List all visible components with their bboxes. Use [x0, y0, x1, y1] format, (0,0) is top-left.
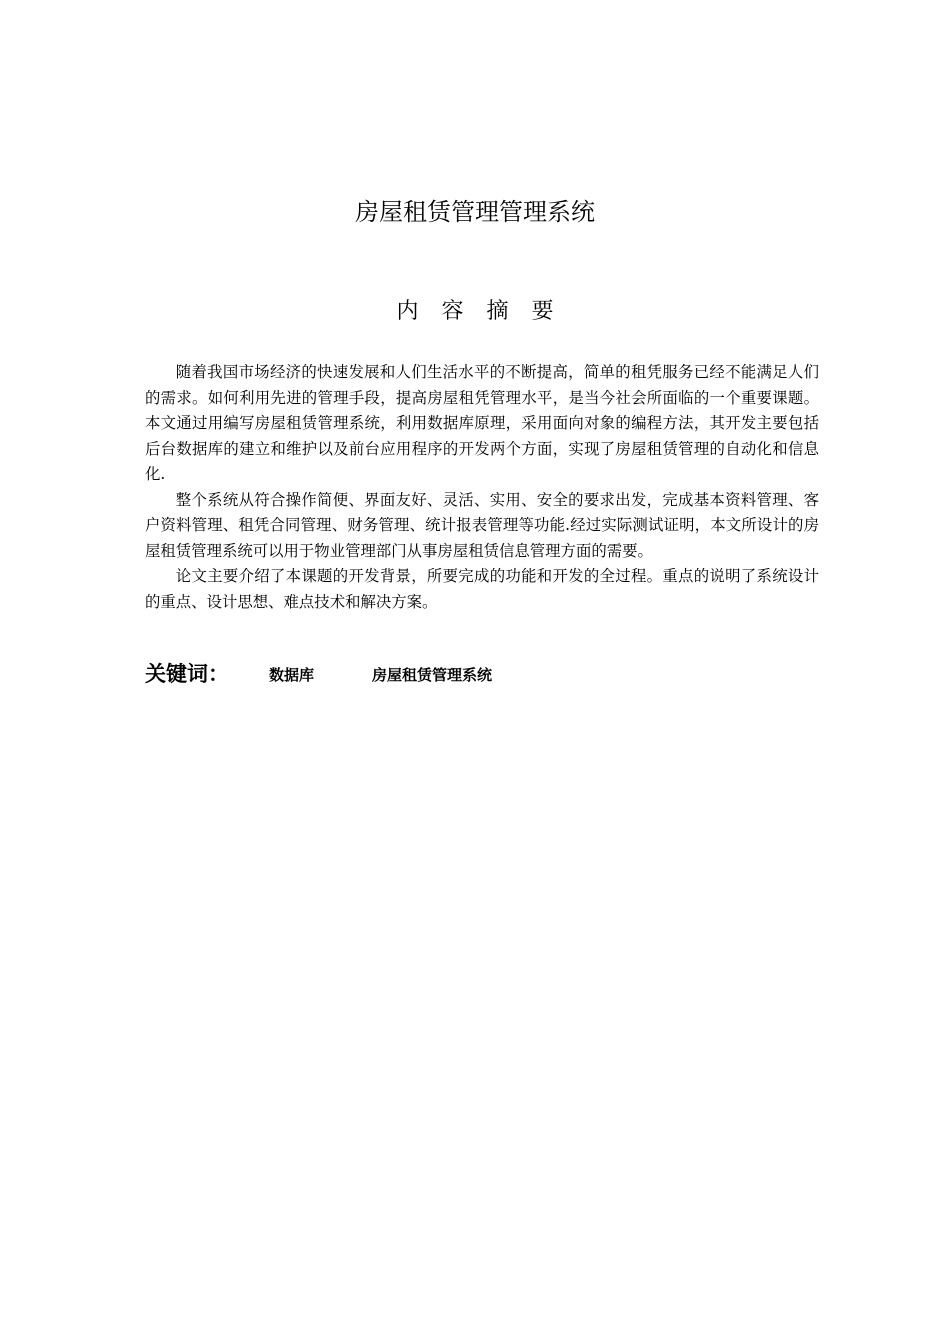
abstract-body: [145, 360, 819, 615]
abstract-paragraph-1: 随着我国市场经济的快速发展和人们生活水平的不断提高，简单的租凭服务已经不能满足人们的需求。如何利用先进的管理手段，提高房屋租凭管理水平，是当今社会所面临的一个重要课题。本文通过用编写房屋租赁管理系统，利用数据库原理，采用面向对象的编程方法，其开发主要包括后台数据库的建立和维护以及前台应用程序的开发两个方面，实现了房屋租赁管理的自动化和信息化.: [145, 363, 819, 483]
abstract-heading: 内 容 摘 要: [396, 299, 562, 324]
abstract-paragraph-3: 论文主要介绍了本课题的开发背景，所要完成的功能和开发的全过程。重点的说明了系统设计的重点、设计思想、难点技术和解决方案。: [145, 567, 819, 611]
keyword-item: 房屋租赁管理系统: [372, 666, 493, 684]
keyword-item: 数据库: [269, 666, 315, 684]
document-title: 房屋租赁管理管理系统: [355, 198, 595, 226]
abstract-paragraph-2: 整个系统从符合操作简便、界面友好、灵活、实用、安全的要求出发，完成基本资料管理、客户资料管理、租凭合同管理、财务管理、统计报表管理等功能.经过实际测试证明，本文所设计的房屋租赁管理系统可以用于物业管理部门从事房屋租赁信息管理方面的需要。: [145, 490, 819, 560]
keywords-label: 关键词：: [145, 662, 229, 686]
keywords-row: [145, 660, 819, 688]
